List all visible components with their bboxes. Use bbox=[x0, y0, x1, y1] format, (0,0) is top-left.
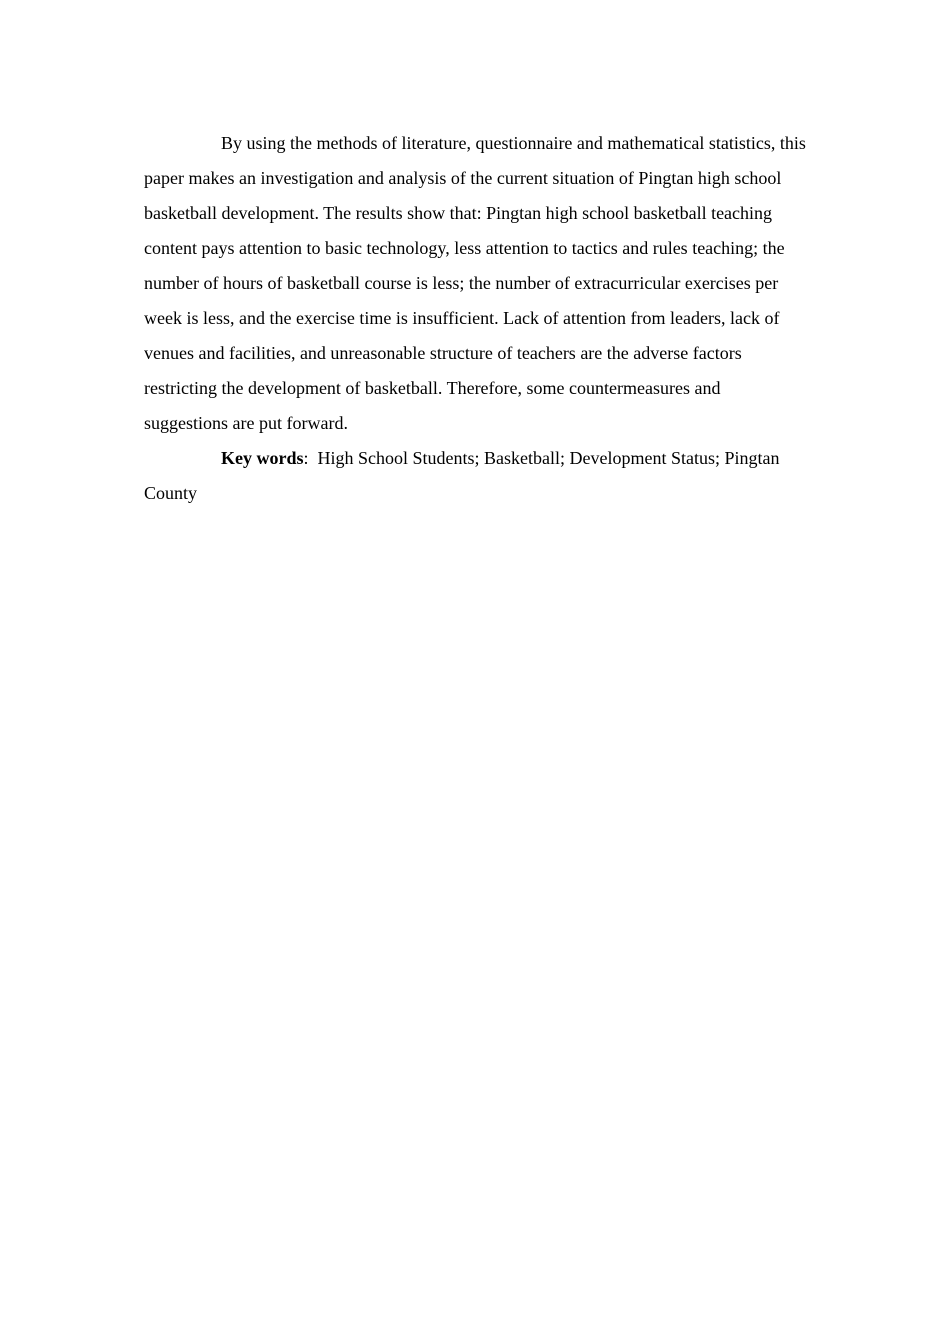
keywords-label: Key words bbox=[221, 448, 304, 468]
keywords-text: High School Students; Basketball; Development Status; Pingtan County bbox=[144, 448, 780, 503]
abstract-paragraph: By using the methods of literature, questionnaire and mathematical statistics, this paper makes an investigation and analysis of the current situation of Pingtan high school basketball development. The results show that: Pingtan high school basketball teaching content pays attention to basic technology, less attention to tactics and rules teaching; the number of hours of basketball course is less; the number of extracurricular exercises per week is less, and the exercise time is insufficient. Lack of attention from leaders, lack of venues and facilities, and unreasonable structure of teachers are the adverse factors restricting the development of basketball. Therefore, some countermeasures and suggestions are put forward. bbox=[144, 133, 806, 433]
abstract-section bbox=[144, 126, 806, 511]
keywords-paragraph bbox=[144, 441, 806, 511]
keywords-separator: : bbox=[303, 448, 318, 468]
